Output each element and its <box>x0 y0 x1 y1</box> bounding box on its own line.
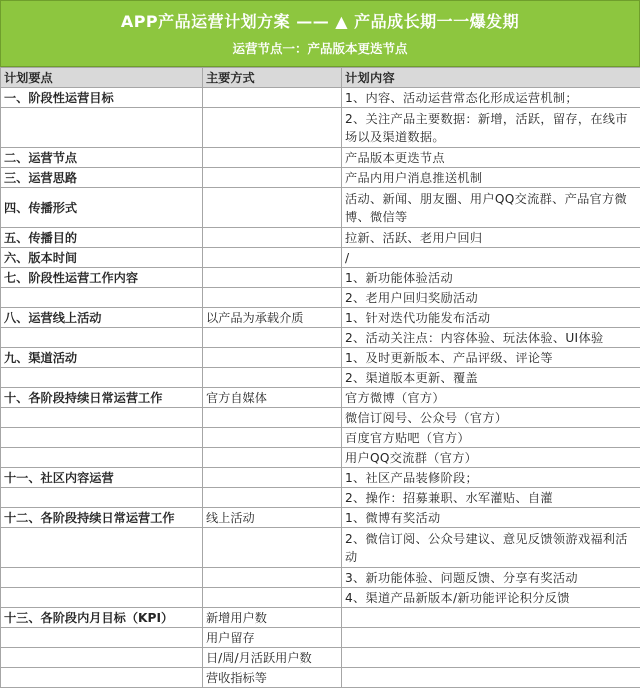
content-cell: 1、内容、活动运营常态化形成运营机制； <box>342 88 640 108</box>
content-cell <box>342 628 640 648</box>
content-cell: 2、关注产品主要数据：新增，活跃，留存，在线市场以及渠道数据。 <box>342 108 640 148</box>
plan-point-cell <box>1 428 203 448</box>
method-cell <box>203 168 342 188</box>
content-cell: 2、操作：招募兼职、水军灌贴、自灌 <box>342 488 640 508</box>
method-cell: 营收指标等 <box>203 668 342 688</box>
method-cell <box>203 348 342 368</box>
table-row <box>1 108 640 148</box>
plan-point-cell: 二、运营节点 <box>1 148 203 168</box>
plan-point-cell: 四、传播形式 <box>1 188 203 228</box>
plan-point-cell <box>1 588 203 608</box>
method-cell <box>203 268 342 288</box>
method-cell <box>203 228 342 248</box>
plan-point-cell: 十一、社区内容运营 <box>1 468 203 488</box>
table-row <box>1 568 640 588</box>
plan-point-cell <box>1 528 203 568</box>
table-row <box>1 528 640 568</box>
plan-point-cell <box>1 368 203 388</box>
method-cell <box>203 428 342 448</box>
plan-point-cell: 一、阶段性运营目标 <box>1 88 203 108</box>
content-cell: 1、微博有奖活动 <box>342 508 640 528</box>
plan-point-cell: 三、运营思路 <box>1 168 203 188</box>
table-row <box>1 408 640 428</box>
header-cell-points: 计划要点 <box>1 68 203 88</box>
table-row <box>1 288 640 308</box>
page-title: APP产品运营计划方案 —— ▲ 产品成长期一一爆发期 <box>120 12 520 31</box>
header-cell-methods: 主要方式 <box>203 68 342 88</box>
content-cell: 百度官方贴吧（官方） <box>342 428 640 448</box>
content-cell <box>342 668 640 688</box>
content-cell: 2、活动关注点：内容体验、玩法体验、UI体验 <box>342 328 640 348</box>
table-row <box>1 268 640 288</box>
content-cell <box>342 648 640 668</box>
method-cell <box>203 468 342 488</box>
table-row <box>1 628 640 648</box>
plan-point-cell <box>1 448 203 468</box>
plan-point-cell: 十、各阶段持续日常运营工作 <box>1 388 203 408</box>
content-cell: / <box>342 248 640 268</box>
table-row <box>1 428 640 448</box>
content-cell: 产品内用户消息推送机制 <box>342 168 640 188</box>
content-cell: 1、针对迭代功能发布活动 <box>342 308 640 328</box>
content-cell: 1、新功能体验活动 <box>342 268 640 288</box>
method-cell <box>203 248 342 268</box>
method-cell <box>203 108 342 148</box>
plan-point-cell <box>1 628 203 648</box>
method-cell <box>203 448 342 468</box>
table-row <box>1 228 640 248</box>
table-row <box>1 668 640 688</box>
table-row <box>1 348 640 368</box>
table-header-row <box>1 68 640 88</box>
content-cell: 官方微博（官方） <box>342 388 640 408</box>
table-row <box>1 248 640 268</box>
content-cell: 2、老用户回归奖励活动 <box>342 288 640 308</box>
method-cell <box>203 288 342 308</box>
plan-point-cell: 八、运营线上活动 <box>1 308 203 328</box>
table-row <box>1 468 640 488</box>
content-cell: 拉新、活跃、老用户回归 <box>342 228 640 248</box>
table-row <box>1 388 640 408</box>
content-cell: 微信订阅号、公众号（官方） <box>342 408 640 428</box>
table-row <box>1 368 640 388</box>
method-cell <box>203 188 342 228</box>
method-cell <box>203 588 342 608</box>
table-row <box>1 448 640 468</box>
table-row <box>1 148 640 168</box>
content-cell: 2、渠道版本更新、覆盖 <box>342 368 640 388</box>
plan-point-cell: 七、阶段性运营工作内容 <box>1 268 203 288</box>
content-cell <box>342 608 640 628</box>
plan-point-cell <box>1 668 203 688</box>
plan-point-cell <box>1 408 203 428</box>
table-row <box>1 608 640 628</box>
plan-point-cell: 十三、各阶段内月目标（KPI） <box>1 608 203 628</box>
method-cell <box>203 528 342 568</box>
table-row <box>1 488 640 508</box>
plan-point-cell <box>1 328 203 348</box>
content-cell: 4、渠道产品新版本/新功能评论积分反馈 <box>342 588 640 608</box>
plan-point-cell: 六、版本时间 <box>1 248 203 268</box>
method-cell <box>203 368 342 388</box>
method-cell <box>203 568 342 588</box>
method-cell: 新增用户数 <box>203 608 342 628</box>
table-row <box>1 308 640 328</box>
table-row <box>1 88 640 108</box>
header-cell-content: 计划内容 <box>342 68 640 88</box>
plan-point-cell <box>1 568 203 588</box>
content-cell: 2、微信订阅、公众号建议、意见反馈领游戏福利活动 <box>342 528 640 568</box>
method-cell <box>203 148 342 168</box>
content-cell: 1、社区产品装修阶段； <box>342 468 640 488</box>
method-cell: 线上活动 <box>203 508 342 528</box>
content-cell: 1、及时更新版本、产品评级、评论等 <box>342 348 640 368</box>
table-row <box>1 648 640 668</box>
table-row <box>1 588 640 608</box>
content-cell: 3、新功能体验、问题反馈、分享有奖活动 <box>342 568 640 588</box>
method-cell: 官方自媒体 <box>203 388 342 408</box>
method-cell: 日/周/月活跃用户数 <box>203 648 342 668</box>
table-row <box>1 328 640 348</box>
content-cell: 用户QQ交流群（官方） <box>342 448 640 468</box>
table-row <box>1 508 640 528</box>
method-cell: 用户留存 <box>203 628 342 648</box>
method-cell <box>203 328 342 348</box>
plan-point-cell: 十二、各阶段持续日常运营工作 <box>1 508 203 528</box>
method-cell: 以产品为承载介质 <box>203 308 342 328</box>
plan-point-cell: 五、传播目的 <box>1 228 203 248</box>
content-cell: 活动、新闻、朋友圈、用户QQ交流群、产品官方微博、微信等 <box>342 188 640 228</box>
plan-point-cell: 九、渠道活动 <box>1 348 203 368</box>
content-cell: 产品版本更迭节点 <box>342 148 640 168</box>
method-cell <box>203 88 342 108</box>
plan-point-cell <box>1 488 203 508</box>
method-cell <box>203 488 342 508</box>
method-cell <box>203 408 342 428</box>
plan-table <box>0 67 640 688</box>
table-row <box>1 168 640 188</box>
title-banner <box>0 0 640 67</box>
table-row <box>1 188 640 228</box>
page-subtitle: 运营节点一：产品版本更迭节点 <box>232 41 408 56</box>
plan-point-cell <box>1 288 203 308</box>
plan-point-cell <box>1 648 203 668</box>
plan-point-cell <box>1 108 203 148</box>
